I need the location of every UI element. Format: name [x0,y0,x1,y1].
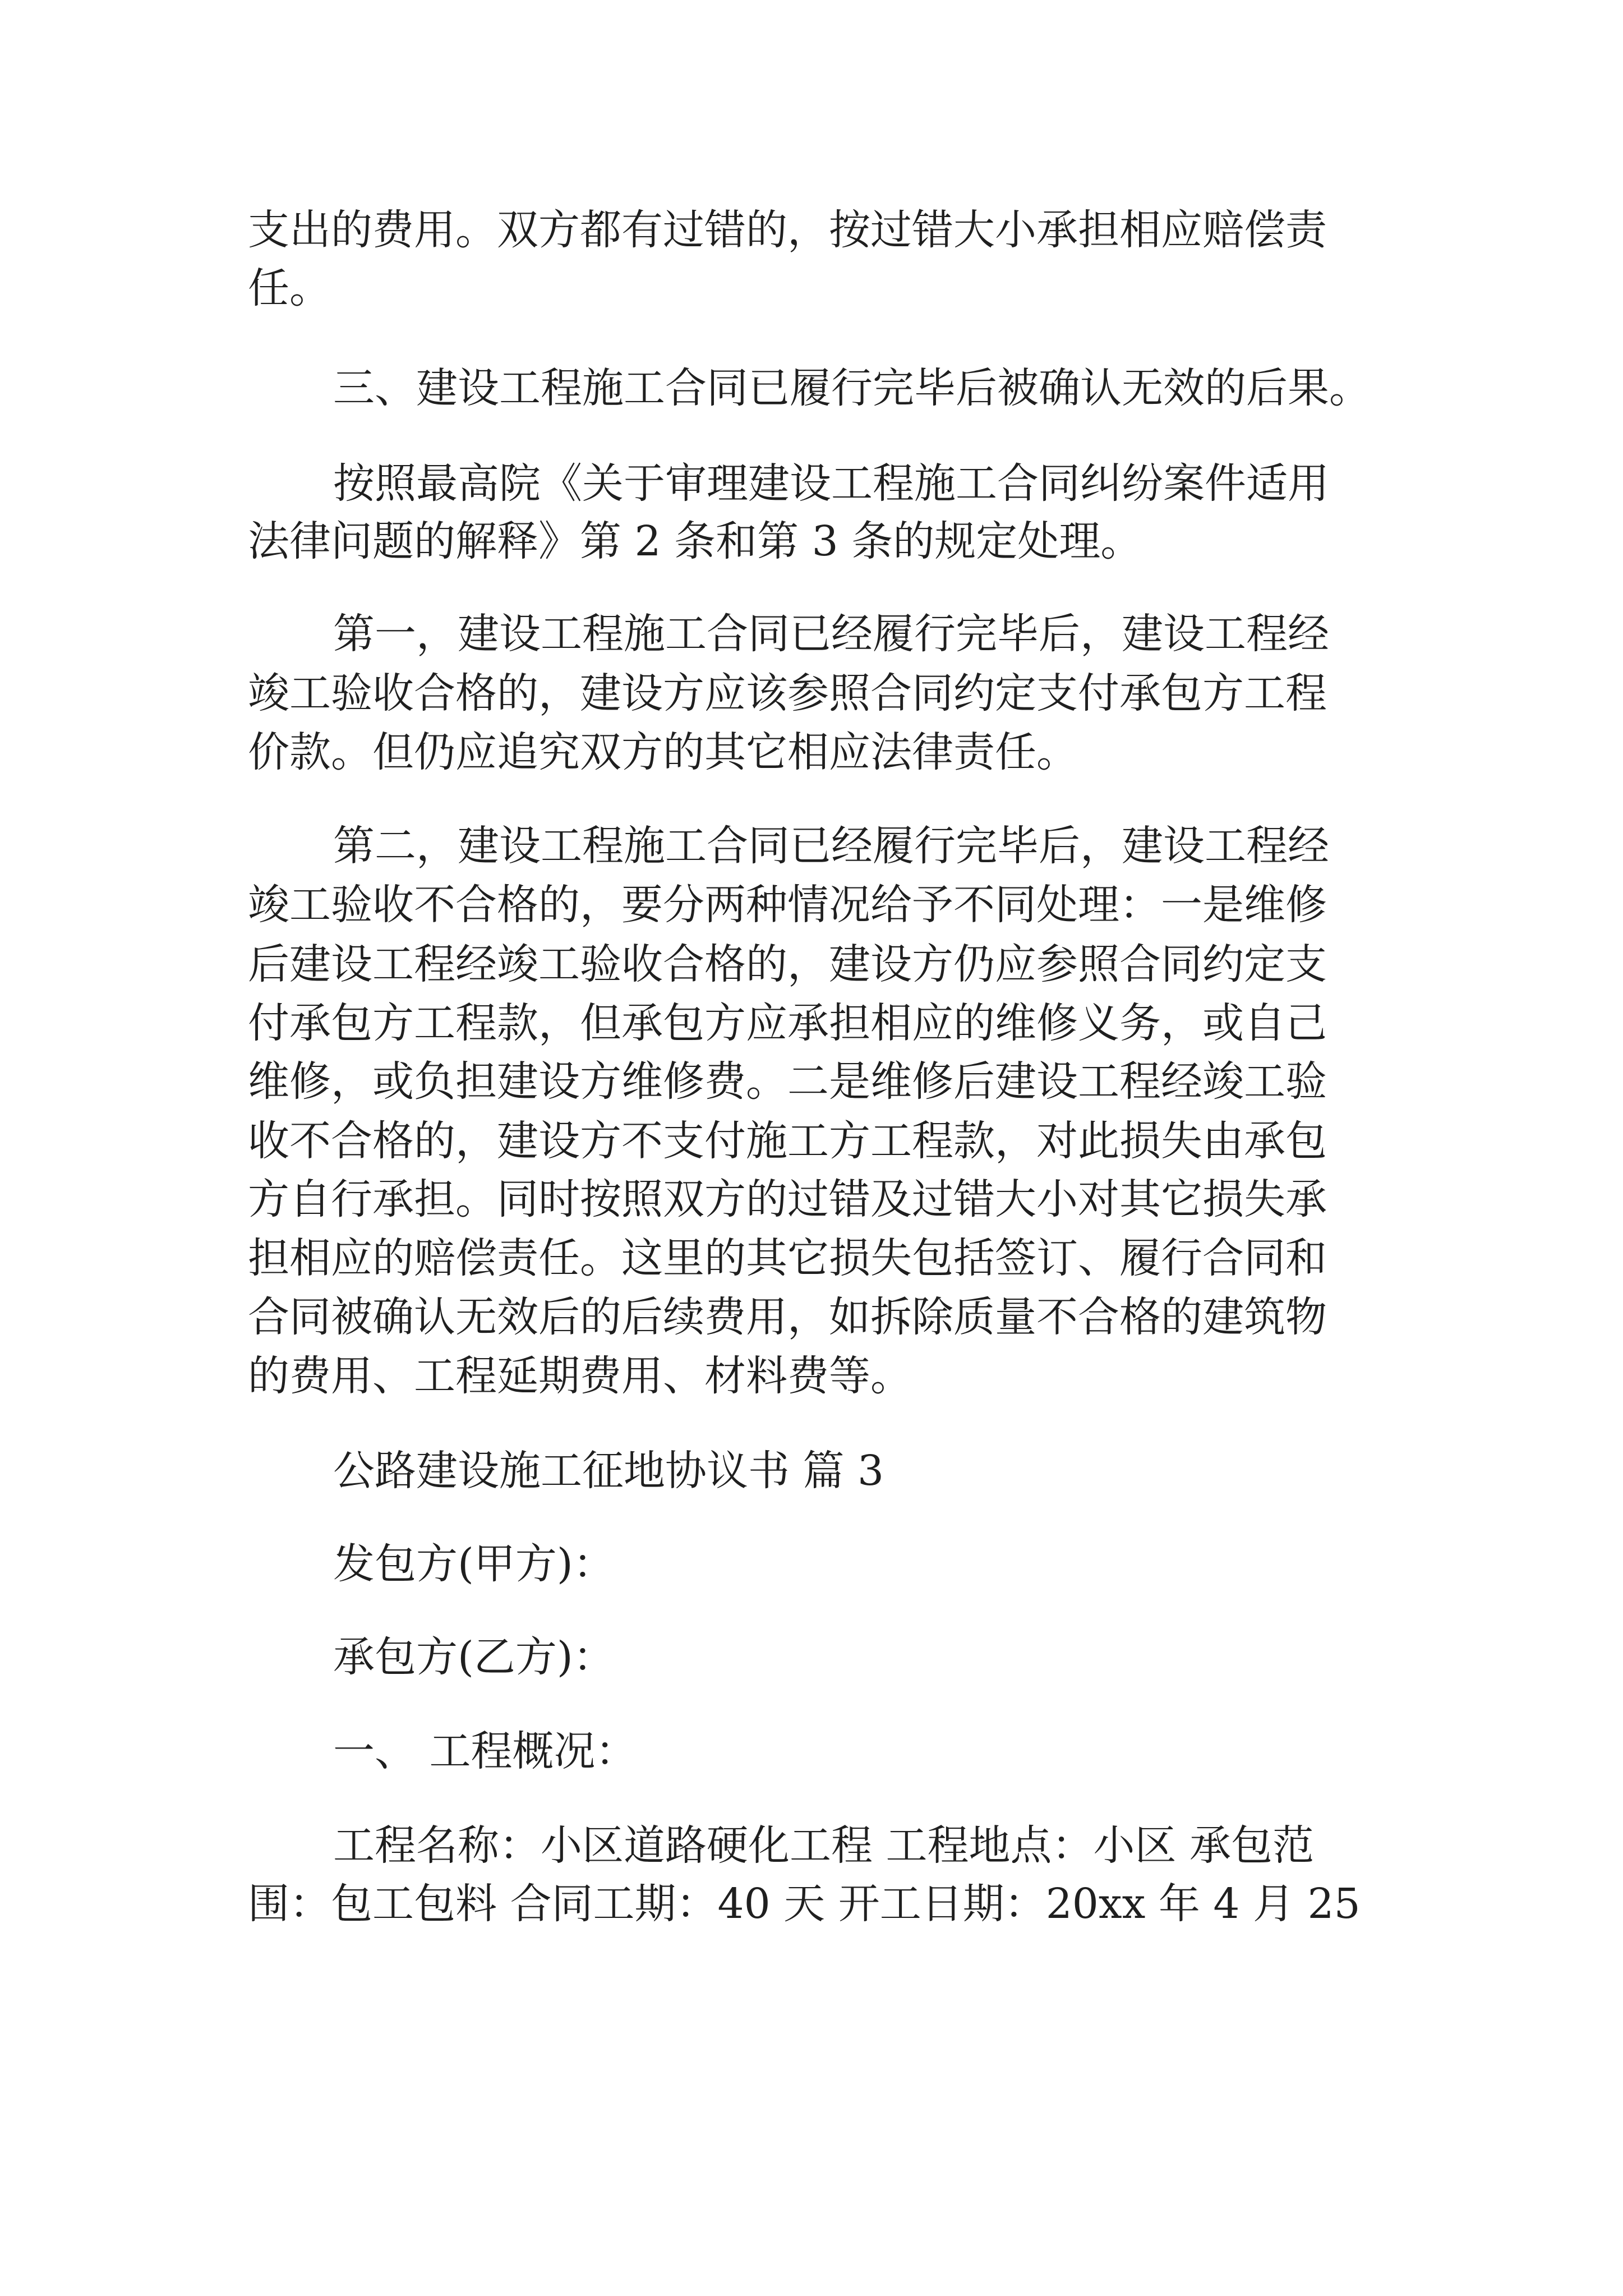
body-line: 竣工验收不合格的，要分两种情况给予不同处理：一是维修 [248,881,1327,929]
party-a-label: 发包方(甲方)： [333,1540,615,1588]
body-line: 法律问题的解释》第 2 条和第 3 条的规定处理。 [248,517,1142,565]
body-line: 方自行承担。同时按照双方的过错及过错大小对其它损失承 [248,1175,1327,1223]
body-line: 第二，建设工程施工合同已经履行完毕后，建设工程经 [333,822,1329,870]
project-overview-heading: 一、 工程概况： [333,1727,637,1775]
body-line: 竣工验收合格的，建设方应该参照合同约定支付承包方工程 [248,669,1327,717]
body-line: 支出的费用。双方都有过错的，按过错大小承担相应赔偿责 [248,206,1327,254]
body-line: 价款。但仍应追究双方的其它相应法律责任。 [248,728,1078,776]
project-details-line: 工程名称：小区道路硬化工程 工程地点：小区 承包范 [333,1821,1315,1870]
section-heading: 三、建设工程施工合同已履行完毕后被确认无效的后果。 [333,364,1371,412]
body-line: 合同被确认无效后的后续费用，如拆除质量不合格的建筑物 [248,1293,1327,1341]
body-line: 任。 [248,264,331,312]
party-b-label: 承包方(乙方)： [333,1633,615,1681]
body-line: 付承包方工程款，但承包方应承担相应的维修义务，或自己 [248,999,1327,1047]
body-line: 第一，建设工程施工合同已经履行完毕后，建设工程经 [333,610,1329,658]
body-line: 后建设工程经竣工验收合格的，建设方仍应参照合同约定支 [248,940,1327,988]
body-line: 维修，或负担建设方维修费。二是维修后建设工程经竣工验 [248,1057,1327,1106]
body-line: 收不合格的，建设方不支付施工方工程款，对此损失由承包 [248,1117,1327,1165]
body-line: 的费用、工程延期费用、材料费等。 [248,1352,912,1400]
body-line: 担相应的赔偿责任。这里的其它损失包括签订、履行合同和 [248,1234,1327,1282]
section-title: 公路建设施工征地协议书 篇 3 [333,1447,884,1495]
body-line: 按照最高院《关于审理建设工程施工合同纠纷案件适用 [333,459,1329,508]
project-details-line: 围：包工包料 合同工期：40 天 开工日期：20xx 年 4 月 25 [248,1880,1361,1928]
